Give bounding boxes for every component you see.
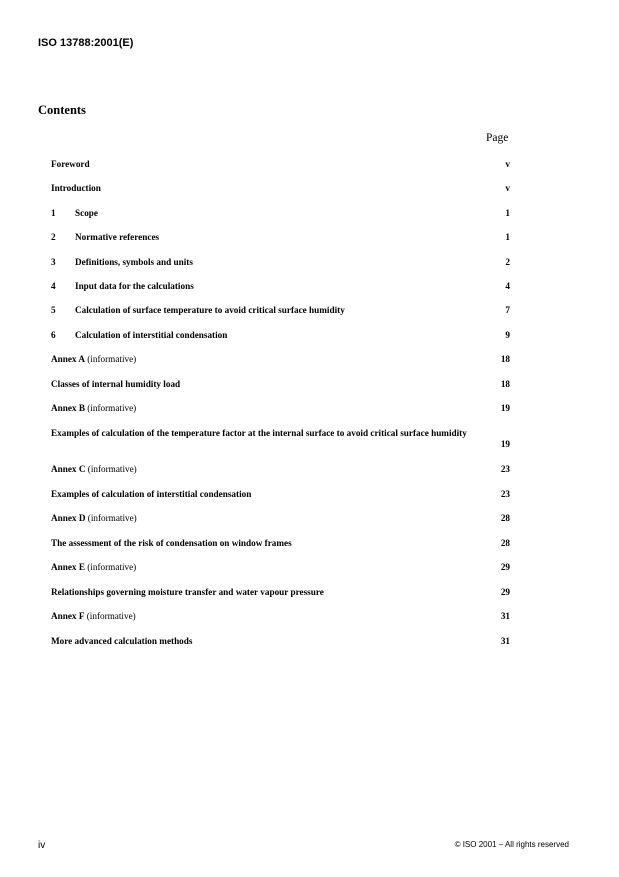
toc-entry-title[interactable] xyxy=(51,611,136,622)
toc-entry-title[interactable]: Introduction xyxy=(51,183,101,193)
toc-entry-title[interactable]: Input data for the calculations xyxy=(75,281,194,291)
copyright-notice: © ISO 2001 – All rights reserved xyxy=(454,840,569,849)
toc-entry-page: 18 xyxy=(500,379,510,389)
toc-entry-title[interactable]: Normative references xyxy=(75,232,160,242)
toc-entry-title[interactable] xyxy=(51,403,136,414)
annex-note: (informative) xyxy=(85,464,137,474)
toc-entry-page: 23 xyxy=(500,489,510,499)
contents-heading: Contents xyxy=(38,103,86,117)
toc-entry-title[interactable]: Examples of calculation of the temperature factor at the internal surface to avoid critical surface humidity xyxy=(51,428,467,438)
toc-entry-title[interactable] xyxy=(51,562,136,573)
toc-entry-page: 7 xyxy=(505,305,510,315)
toc-entry-page: 2 xyxy=(505,257,510,267)
annex-label: Annex E xyxy=(51,562,85,572)
annex-note: (informative) xyxy=(84,403,137,413)
document-id: ISO 13788:2001(E) xyxy=(38,37,134,49)
toc-entry-page: 9 xyxy=(505,330,510,340)
annex-note: (informative) xyxy=(84,354,137,364)
toc-entry-page: v xyxy=(505,159,510,169)
annex-label: Annex A xyxy=(51,354,85,364)
toc-entry-page: 31 xyxy=(500,636,510,646)
toc-entry-title[interactable]: Examples of calculation of interstitial condensation xyxy=(51,489,252,499)
toc-entry-page: 28 xyxy=(500,513,510,523)
toc-entry-page: 19 xyxy=(500,439,510,449)
toc-entry-title[interactable]: Definitions, symbols and units xyxy=(75,257,193,267)
toc-entry-number: 1 xyxy=(51,208,56,218)
toc-entry-title[interactable]: More advanced calculation methods xyxy=(51,636,193,646)
toc-entry-title[interactable]: Classes of internal humidity load xyxy=(51,379,181,389)
annex-label: Annex F xyxy=(51,611,85,621)
toc-entry-title[interactable]: Calculation of surface temperature to avoid critical surface humidity xyxy=(75,305,345,315)
toc-entry-number: 2 xyxy=(51,232,56,242)
toc-entry-title[interactable] xyxy=(51,513,137,524)
annex-label: Annex D xyxy=(51,513,86,523)
toc-entry-page: 19 xyxy=(500,403,510,413)
toc-entry-number: 5 xyxy=(51,305,56,315)
toc-entry-page: 29 xyxy=(500,587,510,597)
toc-entry-page: 29 xyxy=(500,562,510,572)
page-column-label: Page xyxy=(486,132,509,144)
toc-entry-title[interactable] xyxy=(51,354,136,365)
toc-entry-title[interactable]: Relationships governing moisture transfer and water vapour pressure xyxy=(51,587,324,597)
annex-note: (informative) xyxy=(84,611,136,621)
toc-entry-number: 6 xyxy=(51,330,56,340)
toc-entry-number: 4 xyxy=(51,281,56,291)
annex-label: Annex B xyxy=(51,403,85,413)
toc-entry-page: 1 xyxy=(505,232,510,242)
toc-entry-page: 31 xyxy=(500,611,510,621)
toc-entry-page: 4 xyxy=(505,281,510,291)
annex-label: Annex C xyxy=(51,464,86,474)
toc-entry-page: 23 xyxy=(500,464,510,474)
toc-entry-title[interactable] xyxy=(51,464,137,475)
toc-entry-page: 1 xyxy=(505,208,510,218)
toc-entry-page: 28 xyxy=(500,538,510,548)
toc-entry-title[interactable]: Calculation of interstitial condensation xyxy=(75,330,228,340)
annex-note: (informative) xyxy=(84,562,137,572)
toc-entry-page: 18 xyxy=(500,354,510,364)
toc-entry-number: 3 xyxy=(51,257,56,267)
toc-entry-title[interactable]: Scope xyxy=(75,208,98,218)
toc-entry-page: v xyxy=(505,183,510,193)
toc-entry-title[interactable]: The assessment of the risk of condensation on window frames xyxy=(51,538,292,548)
annex-note: (informative) xyxy=(85,513,137,523)
page-number: iv xyxy=(38,840,46,851)
toc-entry-title[interactable]: Foreword xyxy=(51,159,90,169)
